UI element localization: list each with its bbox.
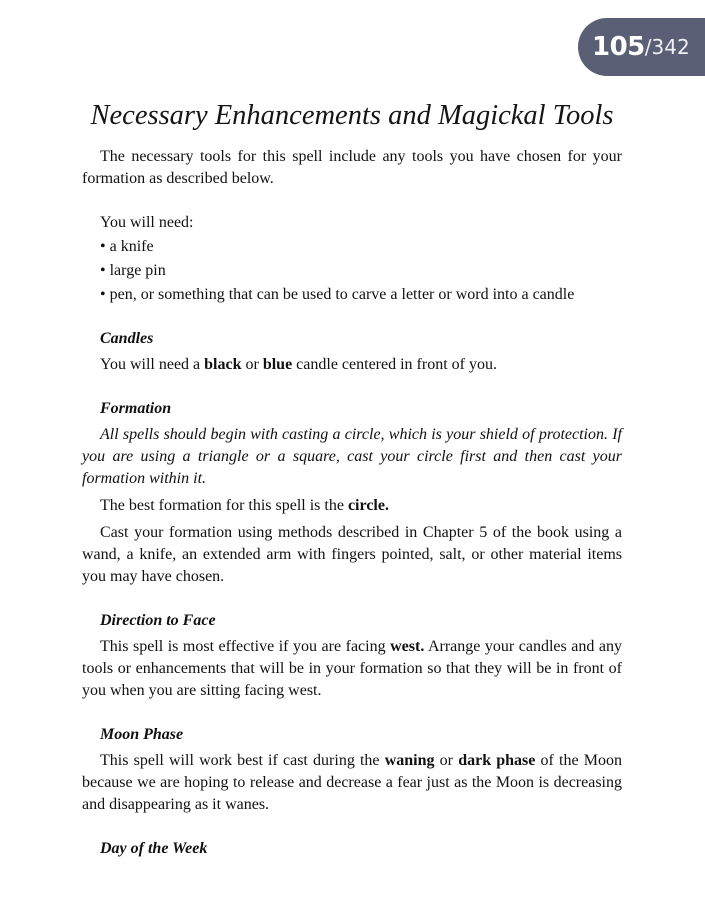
formation-italic-paragraph: All spells should begin with casting a circle, which is your shield of protection. If you are using a triangle or a square, cast your circle first and then cast your formation within it. [82, 426, 622, 487]
section-heading-formation: Formation [100, 400, 172, 417]
needs-label: You will need: [100, 214, 194, 231]
bullet-icon: • [100, 286, 106, 303]
page-separator: / [644, 35, 652, 59]
list-item [82, 236, 622, 258]
emphasis-circle: circle. [347, 497, 389, 514]
section-day-of-week [82, 838, 622, 860]
list-item [82, 260, 622, 282]
text-run: of the Moon because we are hoping to release and decrease a fear just as the Moon is decreasing and disappearing as it wanes. [82, 752, 623, 813]
direction-paragraph [82, 636, 622, 702]
moon-phase-paragraph [82, 750, 622, 816]
text-run: candle centered in front of you. [292, 356, 497, 373]
section-candles [82, 328, 622, 376]
emphasis-black: black [204, 356, 242, 373]
candles-paragraph [82, 354, 622, 376]
formation-best-paragraph [82, 495, 622, 517]
section-heading-candles: Candles [100, 330, 154, 347]
emphasis-west: west. [390, 638, 425, 655]
text-run: Arrange your candles and any tools or enhancements that will be in your formation so that they will be in front of you when you are sitting facing west. [82, 638, 622, 699]
bullet-icon: • [100, 238, 106, 255]
total-page-count: 342 [651, 35, 690, 59]
spacer [82, 306, 622, 328]
list-item-text: a knife [109, 238, 154, 255]
section-heading-direction: Direction to Face [100, 612, 216, 629]
page-content [82, 96, 622, 864]
section-heading-moon-phase: Moon Phase [100, 726, 184, 743]
text-run: or [241, 356, 263, 373]
emphasis-dark-phase: dark phase [458, 752, 536, 769]
needs-list [82, 236, 622, 306]
spacer [82, 190, 622, 212]
text-run: or [434, 752, 459, 769]
text-run: This spell will work best if cast during the [100, 752, 385, 769]
section-formation [82, 398, 622, 588]
spacer [82, 588, 622, 610]
page-title: Necessary Enhancements and Magickal Tools [90, 100, 614, 131]
formation-method-paragraph: Cast your formation using methods described in Chapter 5 of the book using a wand, a knife, an extended arm with fingers pointed, salt, or other material items you may have chosen. [82, 524, 622, 585]
text-run: You will need a [100, 356, 205, 373]
intro-paragraph: The necessary tools for this spell include any tools you have chosen for your formation as described below. [82, 148, 622, 187]
section-moon-phase [82, 724, 622, 816]
emphasis-blue: blue [262, 356, 293, 373]
current-page-number: 105 [592, 32, 645, 62]
list-item-text: large pin [109, 262, 166, 279]
emphasis-waning: waning [384, 752, 435, 769]
list-item-text: pen, or something that can be used to carve a letter or word into a candle [109, 286, 575, 303]
section-direction [82, 610, 622, 702]
page-indicator-badge [578, 18, 705, 76]
list-item [82, 284, 622, 306]
text-run: This spell is most effective if you are facing [100, 638, 391, 655]
spacer [82, 376, 622, 398]
section-heading-day-of-week: Day of the Week [100, 840, 208, 857]
bullet-icon: • [100, 262, 106, 279]
text-run: The best formation for this spell is the [100, 497, 348, 514]
spacer [82, 816, 622, 838]
spacer [82, 702, 622, 724]
